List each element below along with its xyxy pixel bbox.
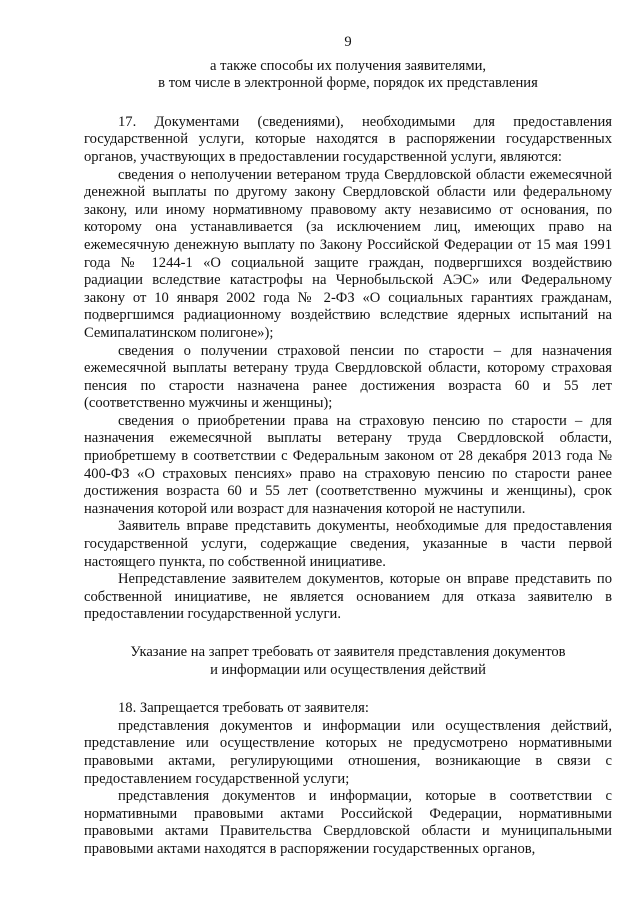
heading-line: а также способы их получения заявителями,: [209, 57, 487, 74]
paragraph: сведения о приобретении права на страховую пенсию по старости – для назначения ежемесячной выплаты ветерану труда Свердловской области, приобретшему в соответствии с Федеральным законом от 28 декабря 2013 года № 400-ФЗ «О страховых пенсиях» право на страховую пенсию по старости ранее достижения возраста 60 и 55 лет (соответственно мужчины и женщины), срок назначения которой или возраст для назначения которой не наступили.: [84, 412, 612, 517]
heading-line: и информации или осуществления действий: [210, 661, 486, 678]
heading-line: в том числе в электронной форме, порядок их представления: [158, 75, 538, 92]
paragraph: представления документов и информации, которые в соответствии с нормативными правовыми актами Российской Федерации, нормативными правовыми актами Правительства Свердловской области и муниципальными правовыми актами находятся в распоряжении государственных органов,: [84, 788, 612, 857]
section-heading-prohibition: [84, 644, 612, 679]
paragraph: представления документов и информации или осуществления действий, представление или осуществление которых не предусмотрено нормативными правовыми актами, регулирующими отношения, возникающие в связи с предоставлением государственной услуги;: [84, 717, 612, 787]
paragraph-17: 17. Документами (сведениями), необходимыми для предоставления государственной услуги, которые находятся в распоряжении государственных органов, участвующих в предоставлении государственной услуги, являются:: [84, 113, 612, 165]
heading-line: Указание на запрет требовать от заявителя представления документов: [130, 644, 566, 660]
paragraph: Непредставление заявителем документов, которые он вправе представить по собственной инициативе, не является основанием для отказа заявителю в предоставлении государственной услуги.: [84, 571, 612, 623]
page-number: 9: [344, 34, 352, 50]
paragraph: сведения о получении страховой пенсии по старости – для назначения ежемесячной выплаты ветерану труда Свердловской области, которому страховая пенсия по старости назначена ранее достижения возраста 60 и 55 лет (соответственно мужчины и женщины);: [84, 342, 612, 412]
paragraph-18: 18. Запрещается требовать от заявителя:: [118, 700, 369, 717]
section-heading-documents: [84, 58, 612, 93]
paragraph: сведения о неполучении ветераном труда Свердловской области ежемесячной денежной выплаты по другому закону Свердловской области или федеральному закону, или иному нормативному правовому акту независимо от основания, по которому она устанавливается (за исключением лиц, имеющих право на ежемесячную денежную выплату по Закону Российской Федерации от 15 мая 1991 года № 1244-1 «О социальной защите граждан, подвергшихся воздействию радиации вследствие катастрофы на Чернобыльской АЭС» или Федеральному закону от 10 января 2002 года № 2-ФЗ «О социальных гарантиях гражданам, подвергшимся радиационному воздействию вследствие ядерных испытаний на Семипалатинском полигоне»);: [84, 166, 612, 341]
section-body-documents: [84, 114, 612, 624]
paragraph: Заявитель вправе представить документы, необходимые для предоставления государственной услуги, содержащие сведения, указанные в части первой настоящего пункта, по собственной инициативе.: [84, 518, 612, 570]
section-body-prohibition: [84, 700, 612, 858]
